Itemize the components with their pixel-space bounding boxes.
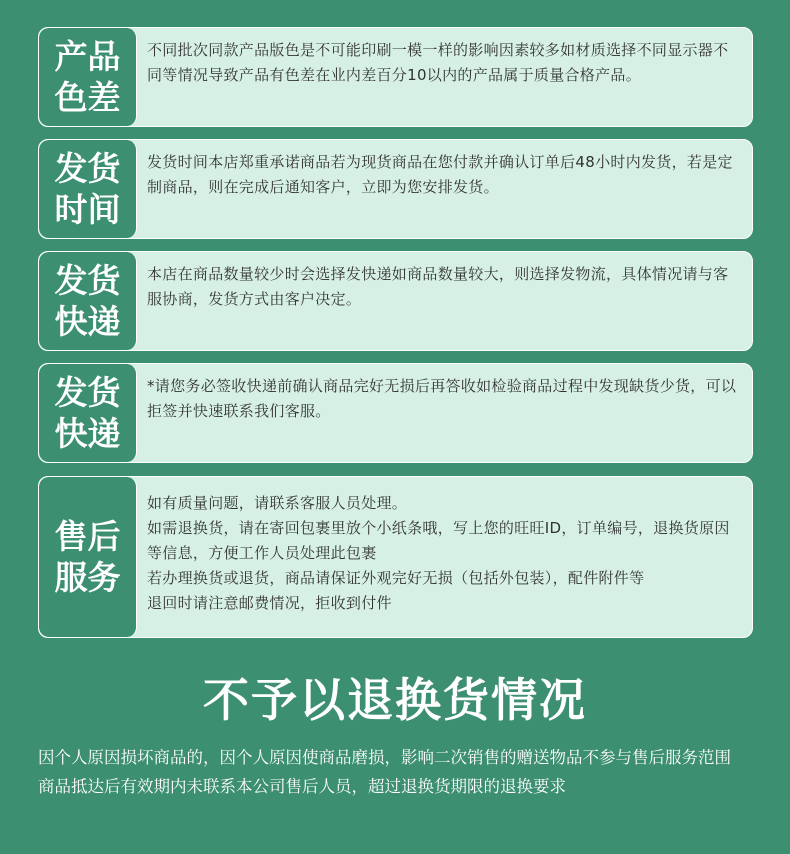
card-text: 如需退换货，请在寄回包裹里放个小纸条哦，写上您的旺旺ID，订单编号，退换货原因等信息，方便工作人员处理此包裹: [147, 519, 730, 562]
card-shipping-inspection: [38, 363, 753, 463]
section-title: 不予以退换货情况: [203, 673, 587, 727]
card-text: *请您务必签收快递前确认商品完好无损后再答收如检验商品过程中发现缺货少货，可以拒签并快速联系我们客服。: [147, 377, 737, 420]
note-item: 商品抵达后有效期内未联系本公司售后人员，超过退换货期限的退换要求: [38, 777, 566, 796]
card-label: [39, 477, 137, 637]
card-label: [39, 28, 137, 126]
card-label-line: 服务: [54, 558, 121, 597]
card-body: [137, 477, 752, 637]
card-label-line: 发货: [54, 373, 121, 412]
card-body: [137, 252, 752, 350]
card-label-line: 发货: [54, 149, 121, 188]
card-body: [137, 364, 752, 462]
card-text: 退回时请注意邮费情况，拒收到付件: [147, 594, 392, 612]
card-label: [39, 140, 137, 238]
card-text: 本店在商品数量较少时会选择发快递如商品数量较大，则选择发物流，具体情况请与客服协商，发货方式由客户决定。: [147, 265, 729, 308]
card-label: [39, 252, 137, 350]
card-after-sales: [38, 476, 753, 638]
notes: [38, 745, 753, 800]
card-label-line: 产品: [54, 37, 121, 76]
card-text: 如有质量问题，请联系客服人员处理。: [147, 494, 408, 512]
card-color-difference: [38, 27, 753, 127]
card-label-line: 色差: [54, 78, 121, 117]
card-body: [137, 140, 752, 238]
card-label-line: 售后: [54, 517, 121, 556]
card-text: 发货时间本店郑重承诺商品若为现货商品在您付款并确认订单后48小时内发货，若是定制商品，则在完成后通知客户，立即为您安排发货。: [147, 153, 733, 196]
card-body: [137, 28, 752, 126]
card-label-line: 快递: [54, 414, 121, 453]
card-shipping-time: [38, 139, 753, 239]
card-label-line: 发货: [54, 261, 121, 300]
card-label-line: 快递: [54, 302, 121, 341]
card-text: 不同批次同款产品版色是不可能印刷一模一样的影响因素较多如材质选择不同显示器不同等情况导致产品有色差在业内差百分10以内的产品属于质量合格产品。: [147, 41, 729, 84]
note-item: 因个人原因损坏商品的，因个人原因使商品磨损，影响二次销售的赠送物品不参与售后服务范围: [38, 748, 731, 767]
card-label-line: 时间: [54, 190, 121, 229]
card-text: 若办理换货或退货，商品请保证外观完好无损（包括外包装），配件附件等: [147, 569, 645, 587]
card-label: [39, 364, 137, 462]
card-shipping-courier: [38, 251, 753, 351]
